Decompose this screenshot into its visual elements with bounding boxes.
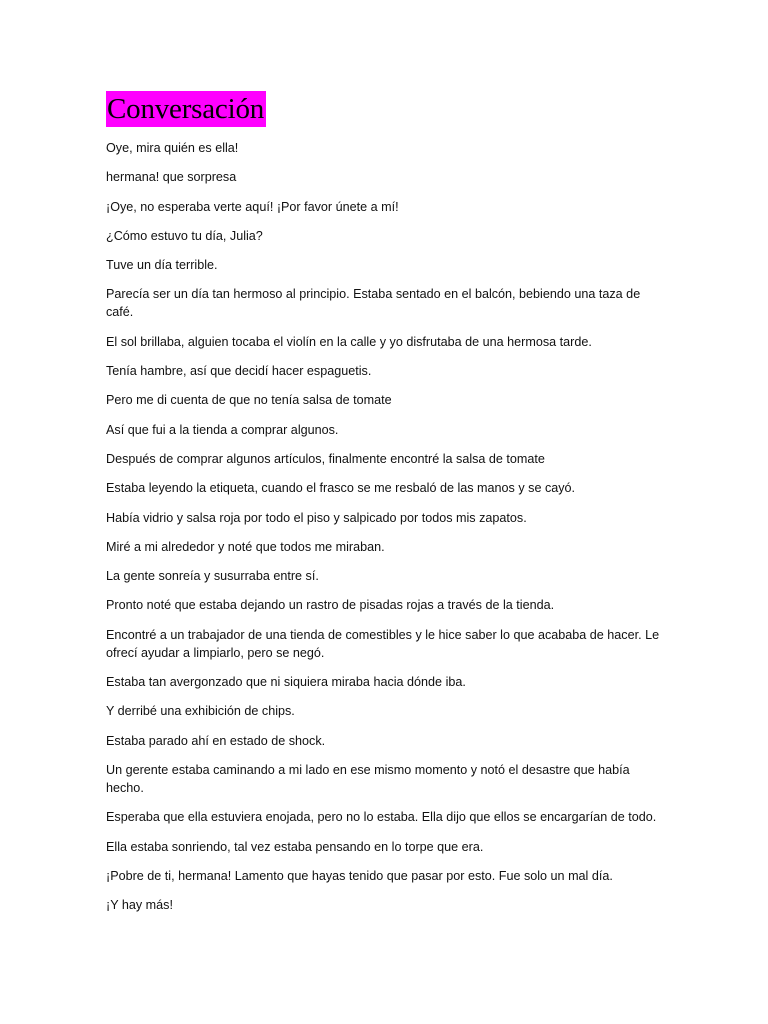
paragraph: Después de comprar algunos artículos, finalmente encontré la salsa de tomate (106, 451, 545, 466)
paragraph: Había vidrio y salsa roja por todo el piso y salpicado por todos mis zapatos. (106, 510, 527, 525)
paragraph: ¿Cómo estuvo tu día, Julia? (106, 228, 263, 243)
paragraph: Estaba tan avergonzado que ni siquiera miraba hacia dónde iba. (106, 675, 466, 690)
paragraph: Estaba leyendo la etiqueta, cuando el frasco se me resbaló de las manos y se cayó. (106, 481, 576, 496)
paragraph: La gente sonreía y susurraba entre sí. (106, 569, 319, 584)
paragraph: Encontré a un trabajador de una tienda de comestibles y le hice saber lo que acababa de hacer. Le ofrecí ayudar a limpiarlo, pero se negó. (106, 627, 660, 660)
paragraph: Esperaba que ella estuviera enojada, pero no lo estaba. Ella dijo que ellos se encargarían de todo. (106, 810, 657, 825)
page-title: Conversación (107, 93, 265, 125)
paragraph: Tenía hambre, así que decidí hacer espaguetis. (106, 364, 372, 379)
paragraph: hermana! que sorpresa (106, 170, 237, 185)
title-container (106, 91, 266, 127)
paragraph: Ella estaba sonriendo, tal vez estaba pensando en lo torpe que era. (106, 839, 484, 854)
paragraph: ¡Pobre de ti, hermana! Lamento que hayas tenido que pasar por esto. Fue solo un mal día. (106, 868, 613, 883)
paragraph: Un gerente estaba caminando a mi lado en ese mismo momento y notó el desastre que había hecho. (106, 762, 630, 795)
paragraph: Miré a mi alrededor y noté que todos me miraban. (106, 539, 385, 554)
paragraph: Estaba parado ahí en estado de shock. (106, 733, 326, 748)
paragraph: Pronto noté que estaba dejando un rastro de pisadas rojas a través de la tienda. (106, 598, 555, 613)
paragraph: El sol brillaba, alguien tocaba el violín en la calle y yo disfrutaba de una hermosa tarde. (106, 334, 592, 349)
paragraph: Tuve un día terrible. (106, 258, 218, 273)
paragraph: Oye, mira quién es ella! (106, 141, 239, 155)
conversation-body (106, 139, 666, 925)
paragraph: ¡Oye, no esperaba verte aquí! ¡Por favor únete a mí! (106, 199, 399, 214)
paragraph: Así que fui a la tienda a comprar algunos. (106, 422, 339, 437)
paragraph: Pero me di cuenta de que no tenía salsa de tomate (106, 393, 392, 408)
paragraph: ¡Y hay más! (106, 898, 173, 913)
paragraph: Y derribé una exhibición de chips. (106, 704, 295, 719)
paragraph: Parecía ser un día tan hermoso al principio. Estaba sentado en el balcón, bebiendo una taza de café. (106, 287, 641, 320)
